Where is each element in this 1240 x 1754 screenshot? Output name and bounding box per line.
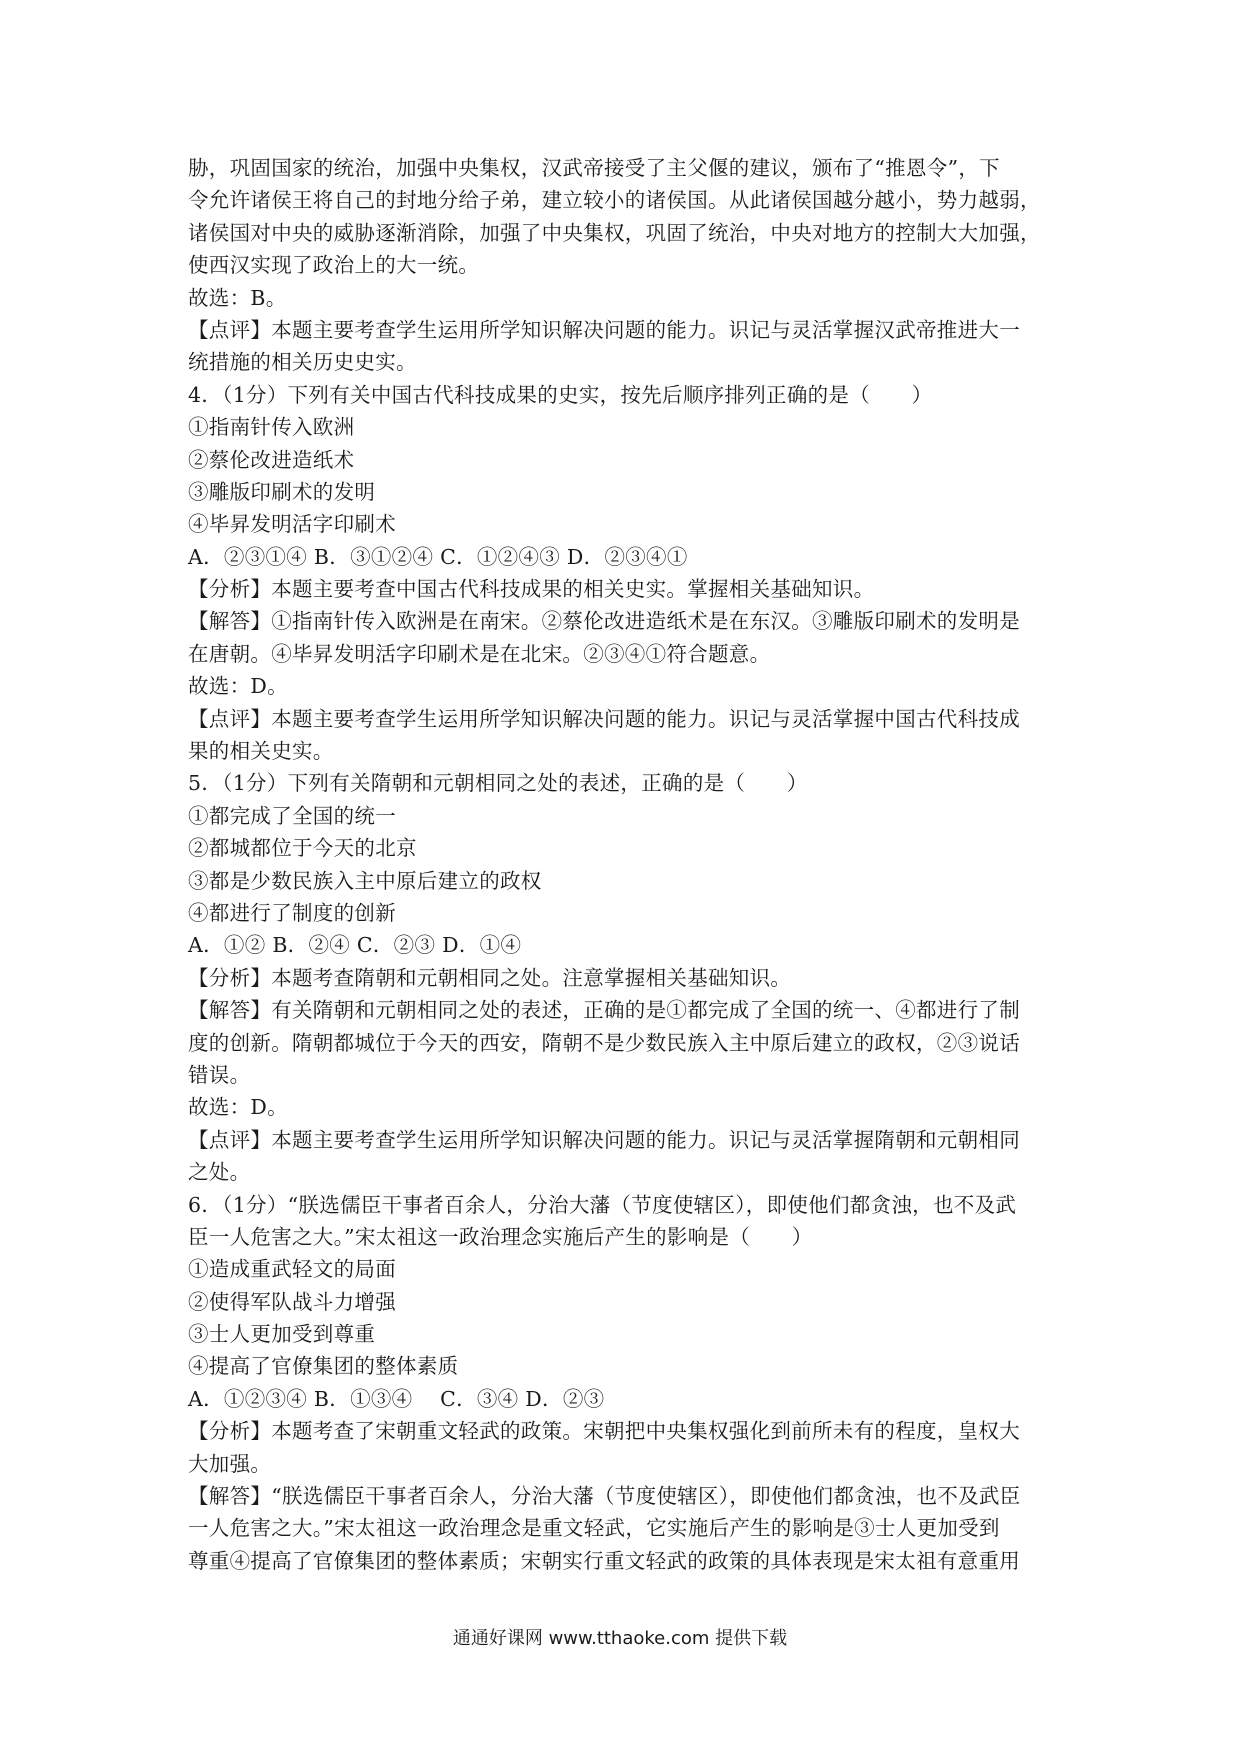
text-line: ③雕版印刷术的发明 (188, 479, 376, 504)
text-line: 使西汉实现了政治上的大一统。 (188, 253, 480, 278)
text-line: 4．（1分）下列有关中国古代科技成果的史实，按先后顺序排列正确的是（ ） (188, 382, 933, 407)
text-line: 果的相关史实。 (188, 739, 334, 764)
text-line: 统措施的相关历史史实。 (188, 350, 417, 375)
text-line: 故选：D。 (188, 674, 288, 699)
text-line: ①都完成了全国的统一 (188, 803, 396, 828)
text-line: 之处。 (188, 1160, 251, 1185)
text-line: 【解答】“朕选儒臣干事者百余人，分治大藩（节度使辖区），即使他们都贪浊，也不及武臣 (188, 1484, 1021, 1509)
text-line: 【分析】本题考查隋朝和元朝相同之处。注意掌握相关基础知识。 (188, 965, 792, 990)
text-line: 【分析】本题考查了宋朝重文轻武的政策。宋朝把中央集权强化到前所未有的程度，皇权大 (188, 1419, 1020, 1444)
text-line: 故选：D。 (188, 1095, 288, 1120)
text-line: ③都是少数民族入主中原后建立的政权 (188, 868, 542, 893)
text-line: 【解答】①指南针传入欧洲是在南宋。②蔡伦改进造纸术是在东汉。③雕版印刷术的发明是 (188, 609, 1020, 634)
text-line: 6．（1分）“朕选儒臣干事者百余人，分治大藩（节度使辖区），即使他们都贪浊，也不及武 (188, 1192, 1017, 1217)
text-line: 胁，巩固国家的统治，加强中央集权，汉武帝接受了主父偃的建议，颁布了“推恩令”，下 (188, 156, 1000, 180)
text-line: 【解答】有关隋朝和元朝相同之处的表述，正确的是①都完成了全国的统一、④都进行了制 (188, 998, 1020, 1023)
text-line: ②使得军队战斗力增强 (188, 1289, 396, 1314)
text-line: 【点评】本题主要考查学生运用所学知识解决问题的能力。识记与灵活掌握隋朝和元朝相同 (188, 1127, 1020, 1152)
text-line: ①造成重武轻文的局面 (188, 1257, 396, 1282)
text-line: ③士人更加受到尊重 (188, 1322, 376, 1347)
text-line: 一人危害之大。”宋太祖这一政治理念是重文轻武，它实施后产生的影响是③士人更加受到 (188, 1516, 1000, 1541)
text-line: ②都城都位于今天的北京 (188, 836, 417, 861)
text-line: 【点评】本题主要考查学生运用所学知识解决问题的能力。识记与灵活掌握汉武帝推进大一 (188, 317, 1020, 342)
text-line: A．②③①④ B．③①②④ C．①②④③ D．②③④① (188, 544, 688, 569)
text-line: 【点评】本题主要考查学生运用所学知识解决问题的能力。识记与灵活掌握中国古代科技成 (188, 706, 1020, 731)
text-line: ②蔡伦改进造纸术 (188, 447, 355, 472)
text-line: 尊重④提高了官僚集团的整体素质；宋朝实行重文轻武的政策的具体表现是宋太祖有意重用 (188, 1548, 1020, 1573)
text-line: 5．（1分）下列有关隋朝和元朝相同之处的表述，正确的是（ ） (188, 771, 808, 796)
text-line: 诸侯国对中央的威胁逐渐消除，加强了中央集权，巩固了统治，中央对地方的控制大大加强， (188, 220, 1041, 245)
text-line: A．①② B．②④ C．②③ D．①④ (188, 933, 522, 958)
text-line: 故选：B。 (188, 285, 287, 310)
text-line: 令允许诸侯王将自己的封地分给子弟，建立较小的诸侯国。从此诸侯国越分越小，势力越弱， (188, 188, 1041, 213)
text-line: 【分析】本题主要考查中国古代科技成果的相关史实。掌握相关基础知识。 (188, 577, 875, 602)
page-footer: 通通好课网 www.tthaoke.com 提供下载 (452, 1628, 788, 1649)
text-line: 臣一人危害之大。”宋太祖这一政治理念实施后产生的影响是（ ） (188, 1224, 813, 1249)
text-line: 在唐朝。④毕昇发明活字印刷术是在北宋。②③④①符合题意。 (188, 641, 771, 666)
text-line: 错误。 (188, 1062, 251, 1087)
text-line: ④毕昇发明活字印刷术 (188, 512, 396, 537)
text-line: A．①②③④ B．①③④ C．③④ D．②③ (188, 1386, 605, 1411)
text-line: ①指南针传入欧洲 (188, 415, 355, 440)
text-line: 度的创新。隋朝都城位于今天的西安，隋朝不是少数民族入主中原后建立的政权，②③说话 (188, 1030, 1020, 1055)
text-line: ④都进行了制度的创新 (188, 900, 396, 925)
text-line: ④提高了官僚集团的整体素质 (188, 1354, 459, 1379)
text-line: 大加强。 (188, 1451, 272, 1476)
document-body (188, 152, 1058, 1577)
